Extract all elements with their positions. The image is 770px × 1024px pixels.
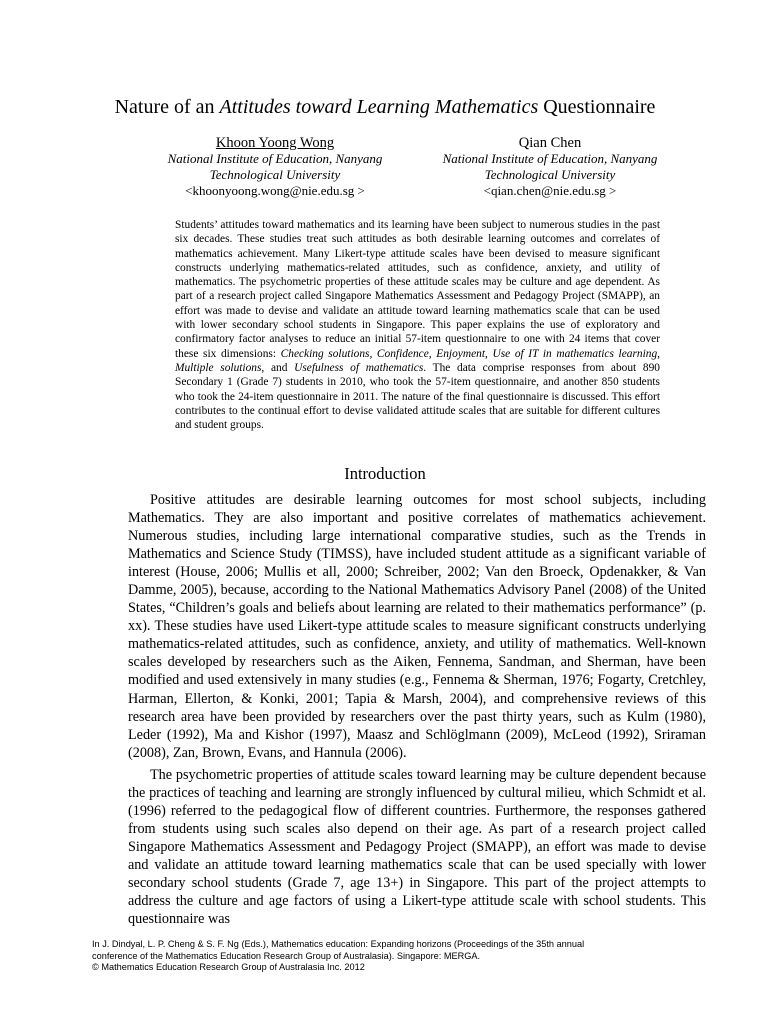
author-name: Khoon Yoong Wong	[215, 135, 335, 151]
author-affiliation: National Institute of Education, Nanyang	[167, 151, 383, 166]
footer-citation	[92, 939, 692, 974]
paragraph: Positive attitudes are desirable learning outcomes for most school subjects, including Mathematics. They are also important and positive correlates of mathematics achievement. Numerous studies, including large international comparative studies, such as the Trends in Mathematics and Science Study (TIMSS), have included student attitude as a significant variable of interest (House, 2006; Mullis et all, 2000; Schreiber, 2002; Van den Broeck, Opdenakker, & Van Damme, 2005), because, according to the National Mathematics Advisory Panel (2008) of the United States, “Children’s goals and beliefs about learning are related to their mathematics performance” (p. xx). These studies have used Likert-type attitude scales to measure significant constructs underlying mathematics-related attitudes, such as confidence, anxiety, and utility of mathematics. Well-known scales developed by researchers such as the Aiken, Fennema, Sandman, and Sherman, have been modified and used extensively in many studies (e.g., Fennema & Sherman, 1976; Fogarty, Cretchley, Harman, Ellerton, & Konki, 2001; Tapia & Marsh, 2004), and comprehensive reviews of this research area have been provided by researchers over the past thirty years, such as Kulm (1980), Leder (1992), Ma and Kishor (1997), Maasz and Schlöglmann (2009), McLeod (1992), Sriraman (2008), Zan, Brown, Evans, and Hannula (2006).	[128, 492, 706, 761]
abstract-text-2: . The data comprise responses from about 890 Secondary 1 (Grade 7) students in 2010, who took the 57-item questionnaire, and another 850 students who took the 24-item questionnaire in 2011. The nature of the final questionnaire is discussed. This effort contributes to the continual effort to devise validated attitude scales that are suitable for different cultures and student groups.	[175, 361, 660, 432]
author-email: <khoonyoong.wong@nie.edu.sg >	[185, 183, 365, 198]
abstract-dimensions: Checking solutions, Confidence, Enjoyment, Use of IT in mathematics learning, Multiple solutions,	[175, 347, 661, 374]
body-text	[128, 491, 706, 932]
footer-copyright: © Mathematics Education Research Group of Australasia Inc. 2012	[92, 962, 365, 972]
abstract	[175, 218, 660, 432]
author-email: <qian.chen@nie.edu.sg >	[483, 183, 617, 198]
paragraph: The psychometric properties of attitude scales toward learning may be culture dependent because the practices of teaching and learning are strongly influenced by cultural milieu, which Schmidt et al. (1996) referred to the pedagogical flow of different countries. Furthermore, the responses gathered from students using such scales also depend on their age. As part of a research project called Singapore Mathematics Assessment and Pedagogy Project (SMAPP), an effort was made to devise and validate an attitude toward learning mathematics scale that can be used specially with lower secondary school students (Grade 7, age 13+) in Singapore. This part of the project attempts to address the culture and age factors of using a Likert-type attitude scale with school students. This questionnaire was	[128, 766, 706, 928]
abstract-last-dimension: Usefulness of mathematics	[294, 361, 424, 374]
paper-title	[0, 95, 770, 119]
author-block-2	[405, 135, 695, 199]
author-name: Qian Chen	[518, 135, 582, 151]
author-affiliation: National Institute of Education, Nanyang	[442, 151, 658, 166]
abstract-and: and	[264, 361, 295, 374]
title-prefix: Nature of an	[114, 96, 220, 118]
author-affiliation: Technological University	[484, 167, 616, 182]
section-heading: Introduction	[344, 464, 426, 483]
abstract-text: Students’ attitudes toward mathematics and its learning have been subject to numerous studies in the past six decades. These studies treat such attitudes as both desirable learning outcomes and correlates of mathematics achievement. Many Likert-type attitude scales have been devised to measure significant constructs underlying mathematics-related attitudes, such as confidence, anxiety, and utility of mathematics. The psychometric properties of these attitude scales may be culture and age dependent. As part of a research project called Singapore Mathematics Assessment and Pedagogy Project (SMAPP), an effort was made to devise and validate an attitude toward learning mathematics scale that can be used with lower secondary school students in Singapore. This paper explains the use of exploratory and confirmatory factor analyses to reduce an initial 57-item questionnaire to one with 24 items that cover these six dimensions:	[175, 219, 660, 360]
footer-line: conference of the Mathematics Education Research Group of Australasia). Singapore: MERGA.	[92, 950, 481, 961]
title-suffix: Questionnaire	[538, 96, 656, 118]
footer-line: In J. Dindyal, L. P. Cheng & S. F. Ng (Eds.), Mathematics education: Expanding horizons (Proceedings of the 35th annual	[92, 939, 585, 949]
author-block-1	[130, 135, 420, 199]
author-affiliation: Technological University	[209, 167, 341, 182]
title-italic: Attitudes toward Learning Mathematics	[219, 96, 539, 118]
